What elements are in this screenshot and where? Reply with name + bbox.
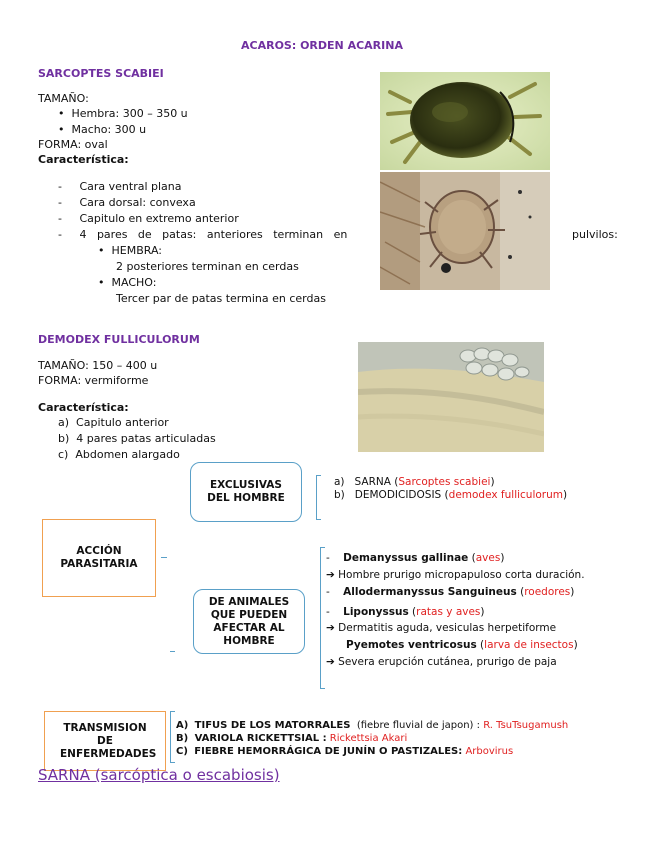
bullet-icon: • [98,276,105,289]
sarcoptes-char-label: Característica: [38,153,129,166]
arrow-right-icon: ➔ [326,656,335,668]
demodex-heading: DEMODEX FULLICULORUM [38,333,200,346]
connector [320,547,325,548]
list-item: • HEMBRA: [98,244,162,257]
legs-line-end: pulvilos: [572,228,618,241]
list-item: c) Abdomen alargado [58,448,180,461]
connector [161,557,167,558]
connector [170,711,175,712]
bracket [170,711,171,763]
list-item: ➔ Hombre prurigo micropapuloso corta duración. [326,569,585,581]
list-item: • MACHO: [98,276,157,289]
list-item: a) SARNA (Sarcoptes scabiei) [334,476,495,488]
list-item: - Capitulo en extremo anterior [58,212,239,225]
connector [316,475,321,476]
arrow-right-icon: ➔ [326,622,335,634]
male-text: Tercer par de patas termina en cerdas [116,292,326,305]
sarcoptes-size-label: TAMAÑO: [38,92,89,105]
list-item: ➔ Dermatitis aguda, vesiculas herpetiforme [326,622,557,634]
sarcoptes-photo-2 [380,172,550,290]
list-item: - 4 pares de patas: anteriores terminan en [58,228,348,241]
footer-heading: SARNA (sarcóptica o escabiosis) [38,766,280,784]
list-item: - Cara ventral plana [58,180,182,193]
female-text: 2 posteriores terminan en cerdas [116,260,299,273]
list-item: - Allodermanyssus Sanguineus (roedores) [326,586,575,598]
bracket [320,547,321,689]
list-item: - Cara dorsal: convexa [58,196,196,209]
demodex-char-label: Característica: [38,401,129,414]
list-item: ➔ Severa erupción cutánea, prurigo de paja [326,656,557,668]
bullet-icon: • [58,107,65,120]
bullet-icon: • [98,244,105,257]
demodex-shape: FORMA: vermiforme [38,374,149,387]
demodex-photo [358,342,544,452]
page-title: ACAROS: ORDEN ACARINA [241,39,403,52]
list-item: • Hembra: 300 – 350 u [58,107,188,120]
exclusivas-box: EXCLUSIVAS DEL HOMBRE [190,462,302,522]
list-item: a) Capitulo anterior [58,416,169,429]
demodex-size: TAMAÑO: 150 – 400 u [38,359,158,372]
list-item: B) VARIOLA RICKETTSIAL : Rickettsia Akari [176,733,408,744]
connector [170,651,175,652]
arrow-right-icon: ➔ [326,569,335,581]
sarcoptes-heading: SARCOPTES SCABIEI [38,67,164,80]
list-item: Pyemotes ventricosus (larva de insectos) [346,639,578,651]
list-item: A) TIFUS DE LOS MATORRALES (fiebre fluvial de japon) : R. TsuTsugamush [176,720,569,731]
connector [170,762,175,763]
list-item: b) DEMODICIDOSIS (demodex fulliculorum) [334,489,568,501]
sarcoptes-shape: FORMA: oval [38,138,108,151]
list-item: - Demanyssus gallinae (aves) [326,552,505,564]
transmision-box: TRANSMISION DE ENFERMEDADES [44,711,166,771]
connector [320,688,325,689]
list-item: - Liponyssus (ratas y aves) [326,606,485,618]
accion-parasitaria-box: ACCIÓN PARASITARIA [42,519,156,597]
list-item: • Macho: 300 u [58,123,147,136]
list-item: b) 4 pares patas articuladas [58,432,216,445]
sarcoptes-photo-1 [380,72,550,170]
connector [316,519,321,520]
list-item: C) FIEBRE HEMORRÁGICA DE JUNÍN O PASTIZALES: Arbovirus [176,746,514,757]
bullet-icon: • [58,123,65,136]
animales-box: DE ANIMALES QUE PUEDEN AFECTAR AL HOMBRE [193,589,305,654]
bracket [316,475,317,520]
